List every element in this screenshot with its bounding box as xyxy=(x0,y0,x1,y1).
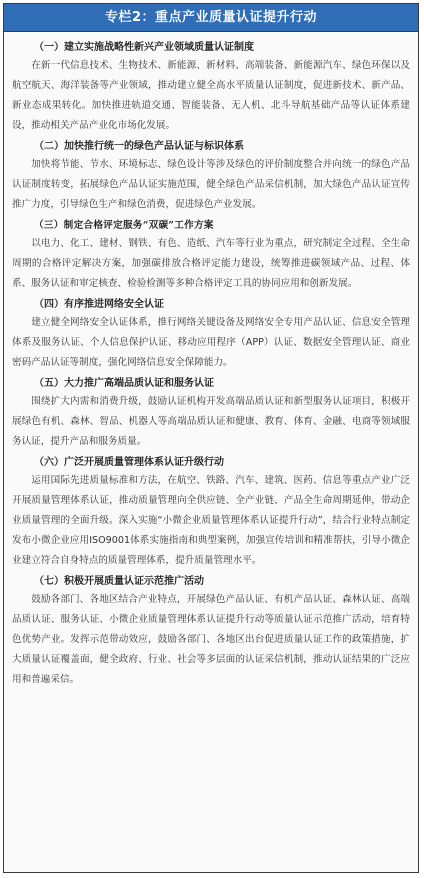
section-body: 建立健全网络安全认证体系，推行网络关键设备及网络安全专用产品认证、信息安全管理体系及服务认证、个人信息保护认证、移动应用程序（APP）认证、数据安全管理认证、商业密码产品认证等制度，强化网络信息安全保障能力。 xyxy=(12,317,410,368)
section-heading: （三）制定合格评定服务“双碳”工作方案 xyxy=(34,220,214,231)
section-7 xyxy=(12,574,410,690)
section-heading: （六）广泛开展质量管理体系认证升级行动 xyxy=(34,457,224,468)
section-3 xyxy=(12,218,410,294)
section-heading: （七）积极开展质量认证示范推广活动 xyxy=(34,576,204,587)
section-body: 围绕扩大内需和消费升级，鼓励认证机构开发高端品质认证和新型服务认证项目，积极开展绿色有机、森林、智品、机器人等高端品质认证和健康、教育、体育、金融、电商等领域服务认证，提升产品和服务质量。 xyxy=(12,396,410,447)
section-heading: （二）加快推行统一的绿色产品认证与标识体系 xyxy=(34,141,244,152)
section-4 xyxy=(12,297,410,373)
column-content xyxy=(4,32,418,690)
section-heading: （五）大力推广高端品质认证和服务认证 xyxy=(34,378,214,389)
section-2 xyxy=(12,139,410,215)
section-heading: （一）建立实施战略性新兴产业领域质量认证制度 xyxy=(34,42,254,53)
column-box xyxy=(3,3,419,873)
section-1 xyxy=(12,40,410,136)
section-body: 运用国际先进质量标准和方法，在航空、铁路、汽车、建筑、医药、信息等重点产业广泛开展质量管理体系认证，推动质量管理向全供应链、全产业链、产品全生命周期延伸，带动企业质量管理的全面升级。深入实施“小微企业质量管理体系认证提升行动”，结合行业特点制定发布小微企业应用ISO9001体系实施指南和典型案例，加强宣传培训和精准帮扶，引导小微企业建立符合自身特点的质量管理体系，提升质量管理水平。 xyxy=(12,475,410,566)
column-title: 专栏2：重点产业质量认证提升行动 xyxy=(4,4,418,32)
section-body: 以电力、化工、建材、钢铁、有色、造纸、汽车等行业为重点，研究制定全过程、全生命周期的合格评定解决方案，加强碳排放合格评定能力建设，统筹推进碳领域产品、过程、体系、服务认证和审定核查、检验检测等多种合格评定工具的协同应用和创新发展。 xyxy=(12,238,410,289)
section-body: 在新一代信息技术、生物技术、新能源、新材料、高端装备、新能源汽车、绿色环保以及航空航天、海洋装备等产业领域，推动建立健全高水平质量认证制度，促进新技术、新产品、新业态成果转化。加快推进轨道交通、智能装备、无人机、北斗导航基础产品等认证体系建设，推动相关产品产业化市场化发展。 xyxy=(12,60,410,131)
section-heading: （四）有序推进网络安全认证 xyxy=(34,299,164,310)
section-6 xyxy=(12,455,410,571)
section-5 xyxy=(12,376,410,452)
section-body: 加快将节能、节水、环境标志、绿色设计等涉及绿色的评价制度整合并向统一的绿色产品认证制度转变，拓展绿色产品认证实施范围，健全绿色产品采信机制，加大绿色产品认证宣传推广力度，引导绿色生产和绿色消费，促进绿色产业发展。 xyxy=(12,159,410,210)
section-body: 鼓励各部门、各地区结合产业特点，开展绿色产品认证、有机产品认证、森林认证、高端品质认证、服务认证、小微企业质量管理体系认证提升行动等质量认证示范推广活动，培育特色优势产业。发挥示范带动效应，鼓励各部门、各地区出台促进质量认证工作的政策措施，扩大质量认证覆盖面，健全政府、行业、社会等多层面的认证采信机制，推动认证结果的广泛应用和普遍采信。 xyxy=(12,594,410,685)
